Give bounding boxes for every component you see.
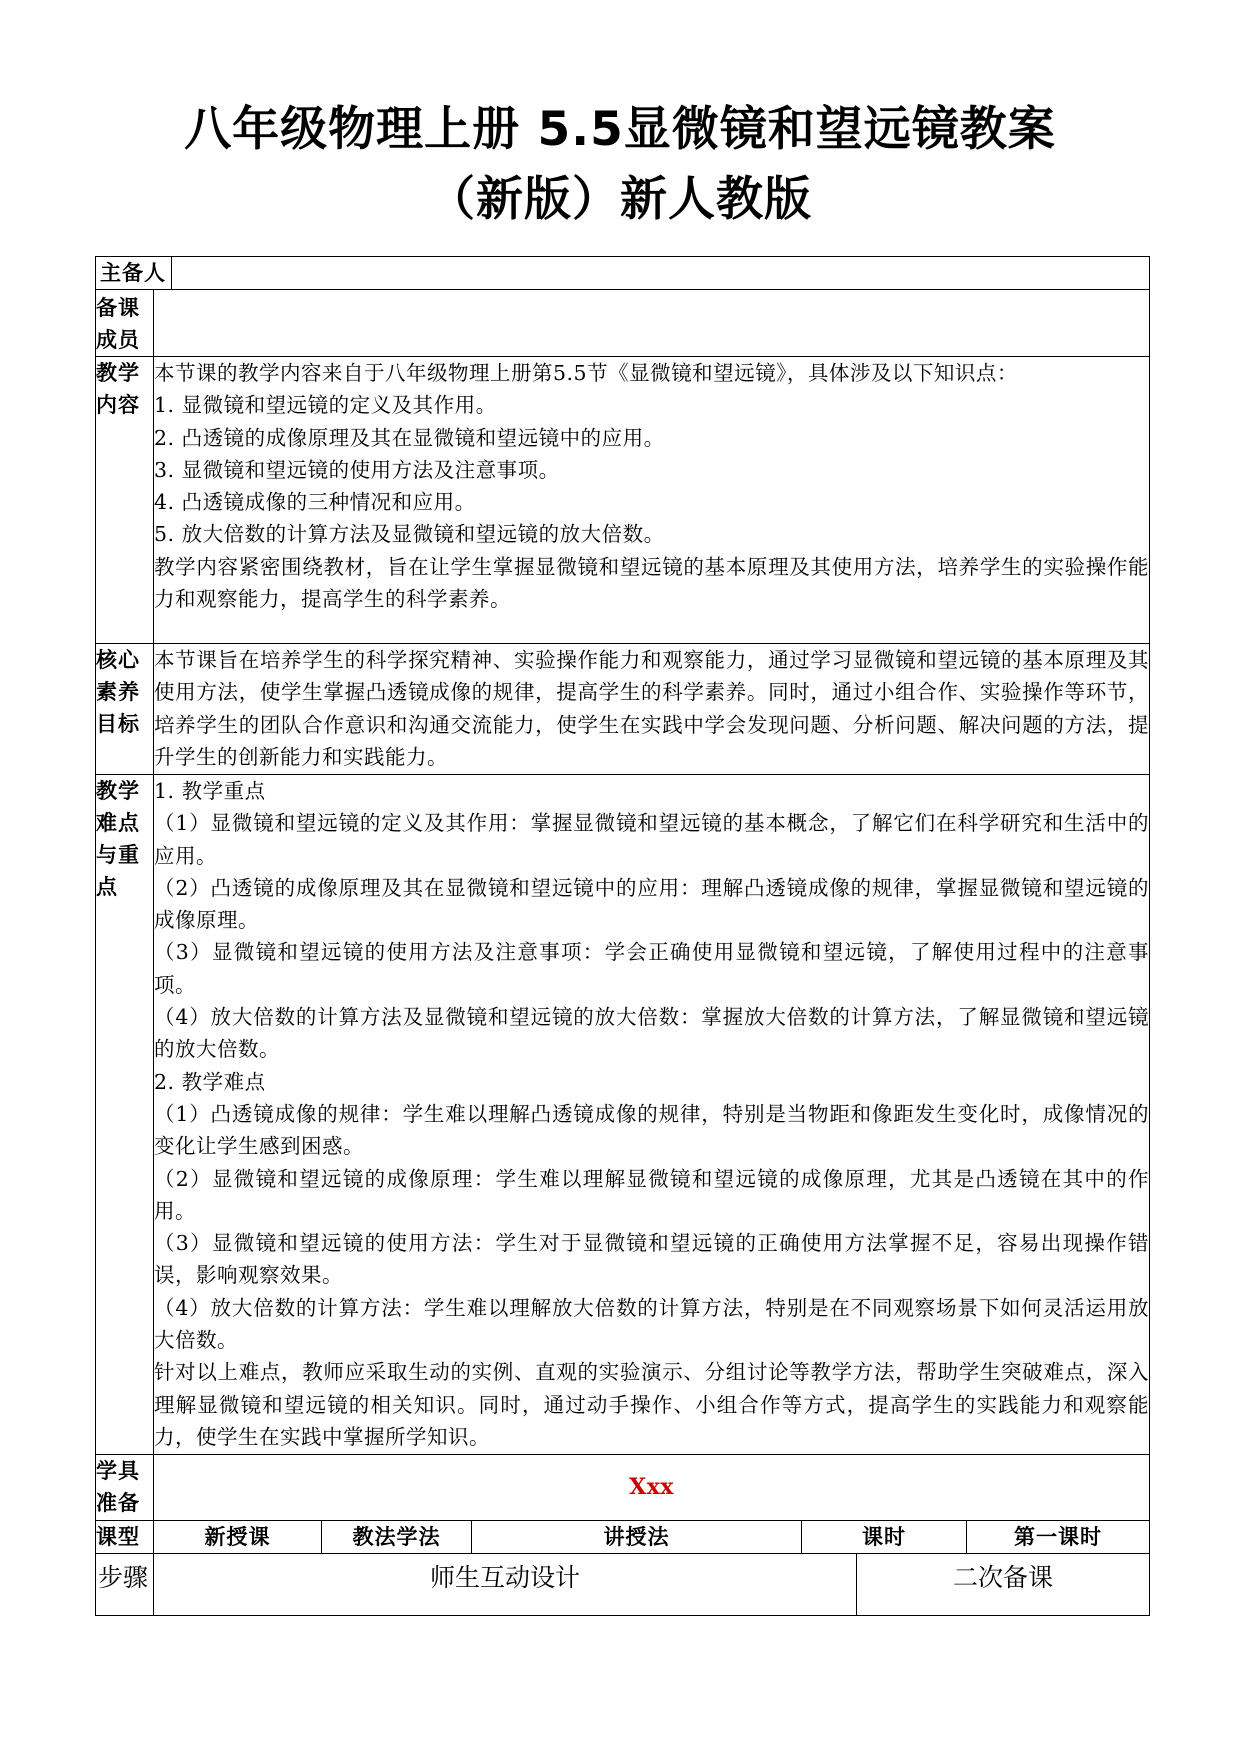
keypoints-paragraph: 针对以上难点，教师应采取生动的实例、直观的实验演示、分组讨论等教学方法，帮助学生突破难点，深入理解显微镜和望远镜的相关知识。同时，通过动手操作、小组合作等方式，提高学生的实践能力和观察能力，使学生在实践中掌握所学知识。 <box>154 1360 1150 1449</box>
title-line-1: 八年级物理上册 5.5显微镜和望远镜教案 <box>184 102 1056 157</box>
content-paragraph: 教学内容紧密围绕教材，旨在让学生掌握显微镜和望远镜的基本原理及其使用方法，培养学生的实验操作能力和观察能力，提高学生的科学素养。 <box>154 554 1150 612</box>
keypoints-paragraph: （1）显微镜和望远镜的定义及其作用：掌握显微镜和望远镜的基本概念，了解它们在科学研究和生活中的应用。 <box>154 811 1150 868</box>
course-type-label: 课型 <box>96 1521 154 1554</box>
keypoints-paragraph: 2. 教学难点 <box>154 1069 266 1094</box>
second-prep-label: 二次备课 <box>857 1554 1150 1616</box>
row-steps <box>96 1554 1150 1616</box>
keypoints-paragraph: 1. 教学重点 <box>154 779 266 803</box>
content-label: 教学内容 <box>96 357 154 644</box>
keypoints-paragraph: （2）凸透镜的成像原理及其在显微镜和望远镜中的应用：理解凸透镜成像的规律，掌握显微镜和望远镜的成像原理。 <box>154 875 1150 933</box>
teaching-method-value: 讲授法 <box>472 1521 802 1554</box>
content-paragraph: 本节课的教学内容来自于八年级物理上册第5.5节《显微镜和望远镜》，具体涉及以下知识点： <box>154 361 1018 385</box>
row-content <box>96 357 1150 644</box>
keypoints-paragraph: （4）放大倍数的计算方法：学生难以理解放大倍数的计算方法，特别是在不同观察场景下如何灵活运用放大倍数。 <box>154 1295 1150 1353</box>
row-tools <box>96 1455 1150 1521</box>
title-line-2: （新版）新人教版 <box>428 172 812 227</box>
content-paragraph: 4. 凸透镜成像的三种情况和应用。 <box>154 490 476 515</box>
row-keypoints <box>96 775 1150 1455</box>
content-paragraph: 2. 凸透镜的成像原理及其在显微镜和望远镜中的应用。 <box>154 425 665 450</box>
keypoints-body <box>154 775 1150 1455</box>
steps-label: 步骤 <box>96 1554 154 1616</box>
page-title <box>0 95 1240 235</box>
lead-preparer-label: 主备人 <box>96 257 172 290</box>
interaction-design-label: 师生互动设计 <box>154 1554 857 1616</box>
core-label: 核心素养目标 <box>96 644 154 775</box>
core-paragraph: 本节课旨在培养学生的科学探究精神、实验操作能力和观察能力，通过学习显微镜和望远镜的基本原理及其使用方法，使学生掌握凸透镜成像的规律，提高学生的科学素养。同时，通过小组合作、实验操作等环节，培养学生的团队合作意识和沟通交流能力，使学生在实践中学会发现问题、分析问题、解决问题的方法，提升学生的创新能力和实践能力。 <box>154 648 1150 769</box>
course-type-value: 新授课 <box>154 1521 322 1554</box>
content-paragraph: 5. 放大倍数的计算方法及显微镜和望远镜的放大倍数。 <box>154 522 665 547</box>
class-period-label: 课时 <box>802 1521 967 1554</box>
class-period-value: 第一课时 <box>967 1521 1150 1554</box>
keypoints-paragraph: （3）显微镜和望远镜的使用方法：学生对于显微镜和望远镜的正确使用方法掌握不足，容易出现操作错误，影响观察效果。 <box>154 1231 1150 1288</box>
row-members <box>96 290 1150 357</box>
content-body <box>154 357 1150 644</box>
members-label: 备课成员 <box>96 290 154 357</box>
content-paragraph: 3. 显微镜和望远镜的使用方法及注意事项。 <box>154 457 560 482</box>
core-body <box>154 644 1150 775</box>
lesson-plan-table <box>95 256 1150 1616</box>
row-core <box>96 644 1150 775</box>
row-lead-preparer <box>96 257 1150 290</box>
keypoints-paragraph: （1）凸透镜成像的规律：学生难以理解凸透镜成像的规律，特别是当物距和像距发生变化时，成像情况的变化让学生感到困惑。 <box>154 1101 1150 1159</box>
tools-label: 学具准备 <box>96 1455 154 1521</box>
content-paragraph: 1. 显微镜和望远镜的定义及其作用。 <box>154 393 497 418</box>
members-value <box>154 290 1150 357</box>
tools-value-cell <box>154 1455 1150 1521</box>
row-course <box>96 1521 1150 1554</box>
tools-value: Xxx <box>629 1474 674 1501</box>
keypoints-paragraph: （4）放大倍数的计算方法及显微镜和望远镜的放大倍数：掌握放大倍数的计算方法，了解显微镜和望远镜的放大倍数。 <box>154 1005 1150 1062</box>
lead-preparer-value <box>172 257 1150 290</box>
keypoints-paragraph: （3）显微镜和望远镜的使用方法及注意事项：学会正确使用显微镜和望远镜，了解使用过程中的注意事项。 <box>154 940 1150 997</box>
keypoints-paragraph: （2）显微镜和望远镜的成像原理：学生难以理解显微镜和望远镜的成像原理，尤其是凸透镜在其中的作用。 <box>154 1166 1150 1223</box>
teaching-method-label: 教法学法 <box>322 1521 472 1554</box>
keypoints-label: 教学难点与重点 <box>96 775 154 1455</box>
